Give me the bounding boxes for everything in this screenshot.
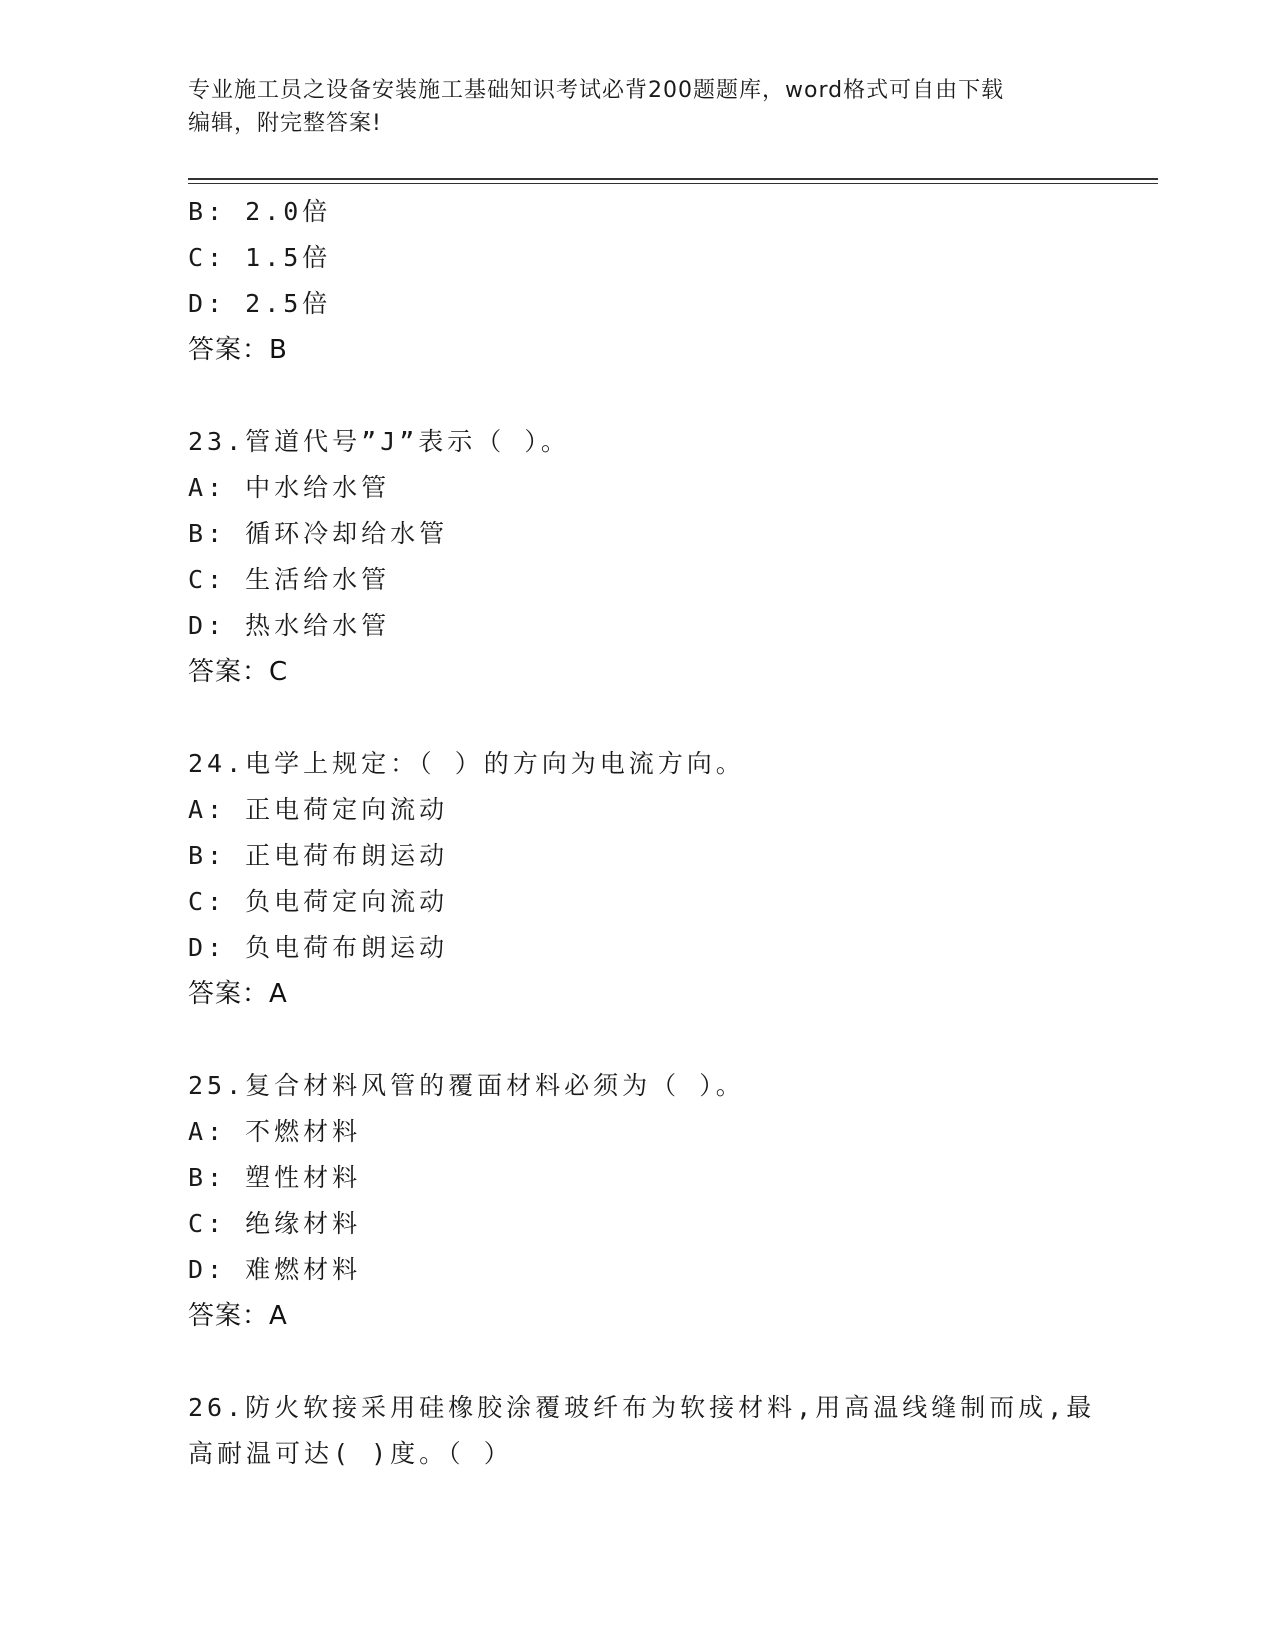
question-23 xyxy=(188,419,1088,695)
question-stem: 24.电学上规定：（ ）的方向为电流方向。 xyxy=(188,749,745,778)
answer-line: 答案：B xyxy=(188,335,288,365)
answer-line: 答案：A xyxy=(188,1301,288,1331)
option-b: B: 2.0倍 xyxy=(188,197,332,226)
spacer xyxy=(188,1339,1088,1385)
option-c: C: 绝缘材料 xyxy=(188,1209,362,1238)
option-d: D: 2.5倍 xyxy=(188,289,332,318)
option-d: D: 负电荷布朗运动 xyxy=(188,933,449,962)
question-26 xyxy=(188,1385,1096,1477)
option-b: B: 循环冷却给水管 xyxy=(188,519,449,548)
header-divider-thick xyxy=(188,178,1158,180)
option-b: B: 塑性材料 xyxy=(188,1163,362,1192)
spacer xyxy=(188,695,1088,741)
question-24 xyxy=(188,741,1088,1017)
option-a: A: 正电荷定向流动 xyxy=(188,795,449,824)
option-c: C: 生活给水管 xyxy=(188,565,391,594)
spacer xyxy=(188,1017,1088,1063)
option-b: B: 正电荷布朗运动 xyxy=(188,841,449,870)
option-d: D: 难燃材料 xyxy=(188,1255,362,1284)
question-content xyxy=(188,189,1096,1477)
option-a: A: 中水给水管 xyxy=(188,473,391,502)
header-title-line-1: 专业施工员之设备安装施工基础知识考试必背200题题库，word格式可自由下载 xyxy=(188,78,1005,103)
option-c: C: 1.5倍 xyxy=(188,243,332,272)
header-title-line-2: 编辑，附完整答案! xyxy=(188,111,382,136)
question-prev xyxy=(188,189,1088,373)
question-stem: 25.复合材料风管的覆面材料必须为（ ）。 xyxy=(188,1071,745,1100)
answer-line: 答案：C xyxy=(188,657,289,687)
option-a: A: 不燃材料 xyxy=(188,1117,362,1146)
question-stem-line-1: 26.防火软接采用硅橡胶涂覆玻纤布为软接材料,用高温线缝制而成,最 xyxy=(188,1393,1096,1422)
header-divider-thin xyxy=(188,183,1158,184)
question-25 xyxy=(188,1063,1088,1339)
option-c: C: 负电荷定向流动 xyxy=(188,887,449,916)
document-header xyxy=(188,74,1068,140)
question-stem: 23.管道代号”J”表示（ ）。 xyxy=(188,427,570,456)
question-stem-line-2: 高耐温可达( )度。（ ） xyxy=(188,1439,513,1468)
answer-line: 答案：A xyxy=(188,979,288,1009)
spacer xyxy=(188,373,1088,419)
option-d: D: 热水给水管 xyxy=(188,611,391,640)
